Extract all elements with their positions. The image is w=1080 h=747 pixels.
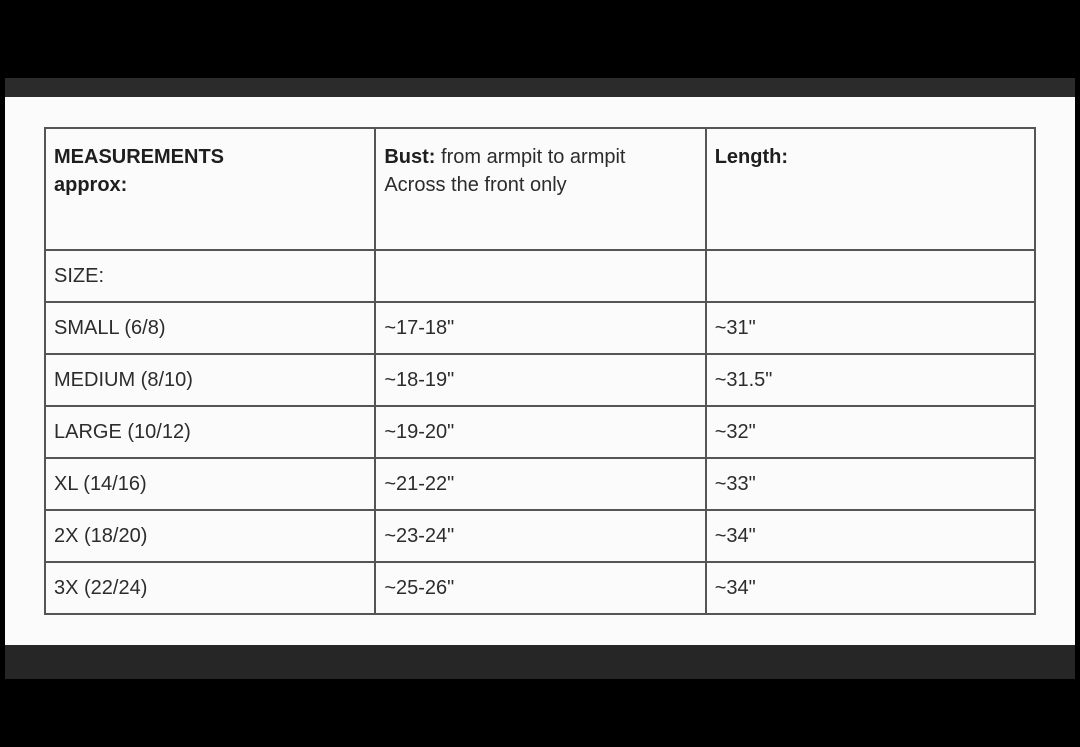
- bust-heading: Bust:: [384, 146, 436, 168]
- bust-description: from armpit to armpit: [435, 146, 626, 168]
- table-row: [45, 354, 1035, 406]
- measurements-heading: MEASUREMENTS: [54, 146, 225, 168]
- size-cell: 2X (18/20): [45, 510, 375, 562]
- bottom-dark-band: [5, 645, 1075, 679]
- length-header-cell: [706, 128, 1035, 250]
- size-cell: LARGE (10/12): [45, 406, 375, 458]
- size-chart-table: [44, 127, 1036, 615]
- top-dark-band: [5, 78, 1075, 98]
- bust-header-cell: [375, 128, 705, 250]
- bust-cell: ~17-18": [375, 302, 705, 354]
- length-heading: Length:: [714, 146, 788, 168]
- measurements-header-cell: [45, 128, 375, 250]
- length-cell: ~32": [706, 406, 1035, 458]
- table-row: [45, 406, 1035, 458]
- table-row: [45, 302, 1035, 354]
- size-cell: 3X (22/24): [45, 562, 375, 614]
- length-cell: ~31": [706, 302, 1035, 354]
- length-cell: ~34": [706, 562, 1035, 614]
- size-cell: SMALL (6/8): [45, 302, 375, 354]
- size-cell: MEDIUM (8/10): [45, 354, 375, 406]
- table-header-row: [45, 128, 1035, 250]
- size-chart-document: [5, 97, 1075, 645]
- bust-cell: ~25-26": [375, 562, 705, 614]
- table-row: [45, 562, 1035, 614]
- size-cell: XL (14/16): [45, 458, 375, 510]
- bust-heading-line1: [384, 143, 696, 171]
- table-row: [45, 458, 1035, 510]
- approx-heading: approx:: [54, 174, 128, 196]
- bust-cell: ~18-19": [375, 354, 705, 406]
- empty-cell: [706, 250, 1035, 302]
- length-cell: ~31.5": [706, 354, 1035, 406]
- bust-cell: ~19-20": [375, 406, 705, 458]
- bust-cell: ~21-22": [375, 458, 705, 510]
- table-row: [45, 510, 1035, 562]
- bust-cell: ~23-24": [375, 510, 705, 562]
- empty-cell: [375, 250, 705, 302]
- size-label-cell: SIZE:: [45, 250, 375, 302]
- length-cell: ~33": [706, 458, 1035, 510]
- bust-heading-line2: Across the front only: [384, 174, 567, 196]
- length-cell: ~34": [706, 510, 1035, 562]
- size-label-row: [45, 250, 1035, 302]
